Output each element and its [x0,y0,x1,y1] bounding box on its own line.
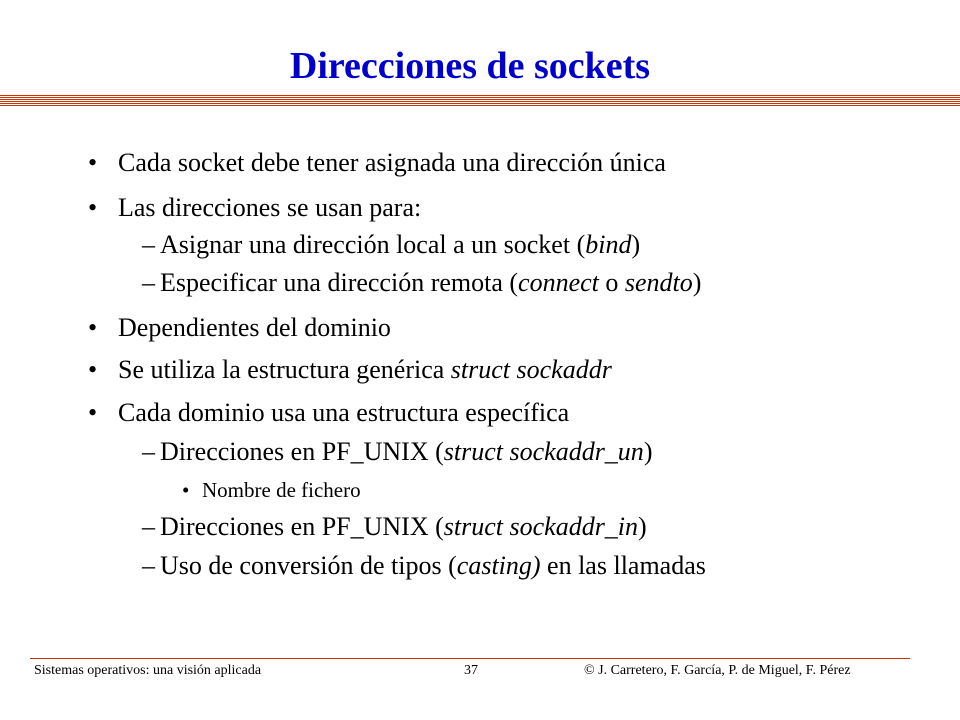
bullet-text: ) [638,512,647,541]
bullet-text: Especificar una dirección remota ( [160,268,519,297]
bullet-item-level-3 [182,478,361,503]
bullet-text: Direcciones en PF_UNIX ( [160,437,444,466]
bullet-marker: • [88,148,98,177]
bullet-item-level-2 [142,512,647,542]
bullet-marker: • [88,313,98,342]
dash-marker: – [142,551,155,580]
bullet-item-level-2 [142,268,702,298]
bullet-item-level-1 [88,313,391,343]
bullet-text: Uso de conversión de tipos ( [160,551,457,580]
footer-page-number: 37 [464,663,478,678]
italic-term: casting) [456,551,541,580]
bullet-text: Las direcciones se usan para: [118,193,422,222]
bullet-text: Cada socket debe tener asignada una dirección única [118,148,666,177]
bullet-text: ) [643,437,653,466]
bullet-text: Nombre de fichero [202,478,361,502]
italic-term: struct sockaddr_in [443,512,639,541]
bullet-text: Dependientes del dominio [118,313,391,342]
bullet-text: Asignar una dirección local a un socket ( [160,230,586,259]
bullet-marker: • [88,193,98,222]
bullet-text: en las llamadas [540,551,706,580]
bullet-item-level-2 [142,230,641,260]
dash-marker: – [142,230,155,259]
footer-authors: © J. Carretero, F. García, P. de Miguel, F. Pérez [584,663,851,678]
dash-marker: – [142,268,155,297]
dash-marker: – [142,437,155,466]
bullet-text: ) [631,230,641,259]
bullet-item-level-1 [88,355,612,385]
bullet-item-level-1 [88,398,570,428]
bullet-text: Direcciones en PF_UNIX ( [160,512,444,541]
italic-term: connect [518,268,599,297]
bullet-marker: • [88,355,98,384]
italic-term: sendto [624,268,693,297]
bullet-text: Se utiliza la estructura genérica [118,355,451,384]
bullet-marker: • [182,478,190,502]
italic-term: struct sockaddr [450,355,612,384]
dash-marker: – [142,512,155,541]
bullet-item-level-1 [88,148,666,178]
bullet-text: Cada dominio usa una estructura específica [118,398,570,427]
bullet-marker: • [88,398,98,427]
bullet-text: o [598,268,625,297]
bullet-item-level-2 [142,437,653,467]
footer-book-title: Sistemas operativos: una visión aplicada [34,663,262,678]
slide-title: Direcciones de sockets [289,45,651,87]
italic-term: struct sockaddr_un [443,437,644,466]
bullet-item-level-2 [142,551,706,581]
bullet-item-level-1 [88,193,422,223]
italic-term: bind [585,230,632,259]
bullet-text: ) [692,268,702,297]
footer-divider [30,658,910,659]
